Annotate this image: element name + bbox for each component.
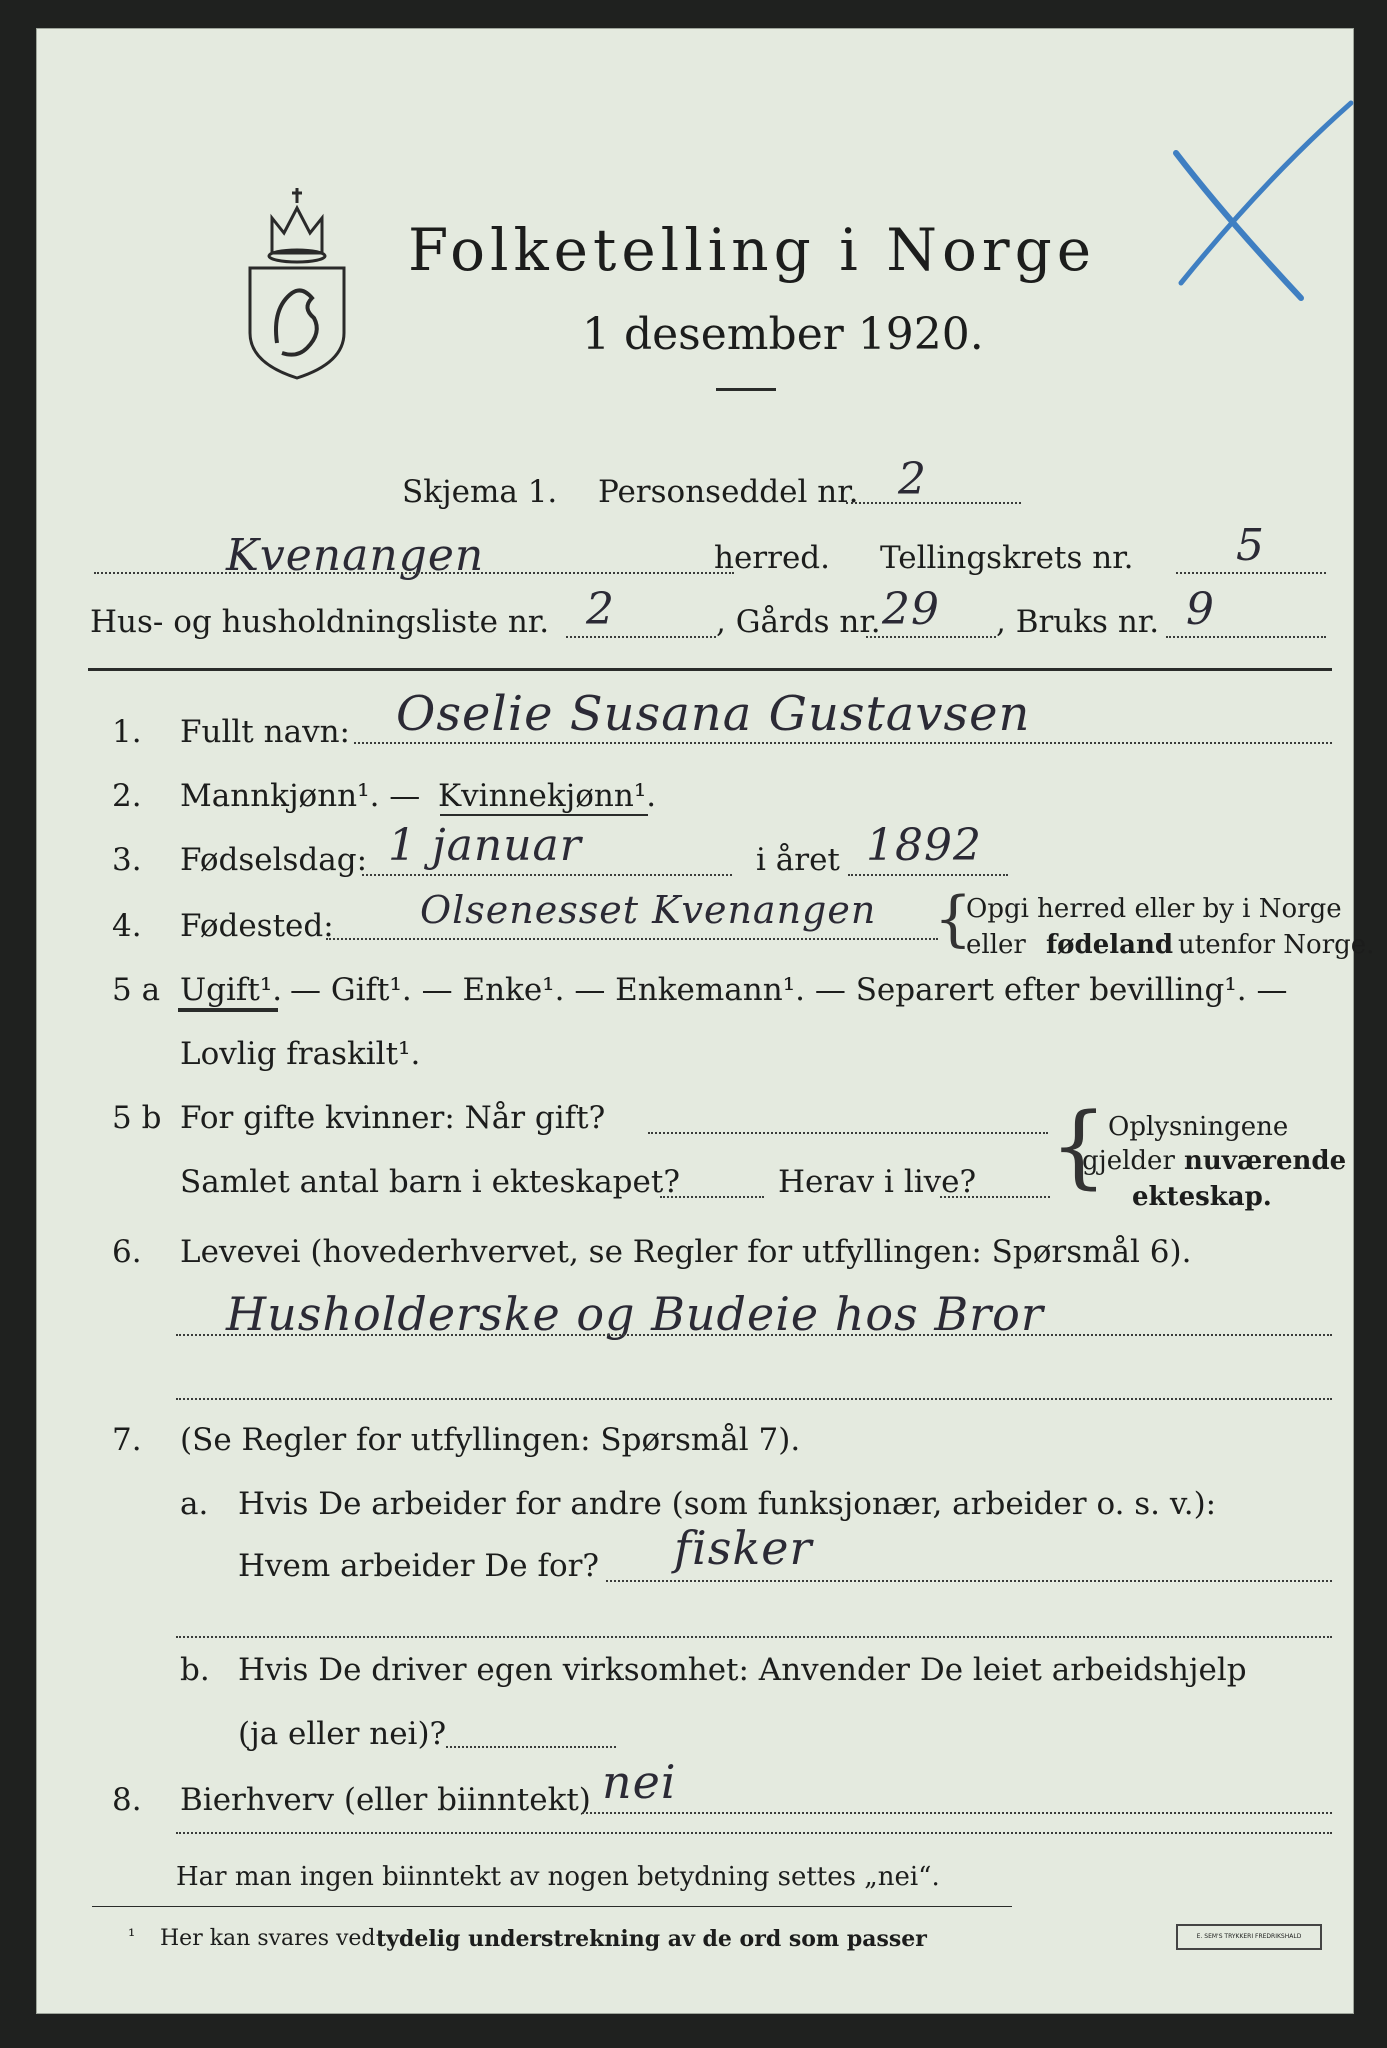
q6-answer: Husholderske og Budeie hos Bror xyxy=(226,1287,1044,1341)
q2-number: 2. xyxy=(112,778,142,814)
personseddel-line xyxy=(846,502,1021,504)
census-date: 1 desember 1920. xyxy=(582,309,984,360)
q5b-alive-line xyxy=(940,1196,1050,1198)
q1-answer: Oselie Susana Gustavsen xyxy=(396,686,1031,742)
q5a-number: 5 a xyxy=(112,972,161,1008)
q4-number: 4. xyxy=(112,908,142,944)
herred-label: herred. xyxy=(714,540,830,576)
tellingskrets-label: Tellingskrets nr. xyxy=(880,540,1134,576)
tellingskrets-line xyxy=(1176,572,1326,574)
q5a-options: — Gift¹. — Enke¹. — Enkemann¹. — Separert efter bevilling¹. — xyxy=(290,972,1288,1008)
hus-value: 2 xyxy=(586,584,615,635)
q5b-brace: { xyxy=(1050,1094,1108,1199)
q7b-letter: b. xyxy=(180,1652,210,1688)
q4-brace: { xyxy=(934,884,973,954)
q3-day-line xyxy=(362,874,732,876)
footnote-rule xyxy=(92,1906,1012,1907)
q7a-answer: fisker xyxy=(674,1521,813,1575)
skjema-label: Skjema 1. xyxy=(402,474,558,510)
bruks-value: 9 xyxy=(1186,584,1215,635)
herred-line xyxy=(94,572,734,574)
bruks-label: , Bruks nr. xyxy=(996,604,1160,640)
gards-label: , Gårds nr. xyxy=(716,604,881,640)
footnote-text-a: Her kan svares ved xyxy=(160,1926,376,1951)
q4-line xyxy=(326,938,938,940)
q1-line xyxy=(354,742,1332,744)
tellingskrets-value: 5 xyxy=(1236,520,1265,571)
q5b-note2a: gjelder xyxy=(1082,1146,1175,1176)
gards-value: 29 xyxy=(882,584,940,635)
q5b-note3: ekteskap. xyxy=(1132,1182,1272,1212)
q5a-underline xyxy=(178,1008,278,1012)
q7a-extra-line xyxy=(176,1636,1332,1638)
q7a-line xyxy=(606,1580,1332,1582)
q8-label: Bierhverv (eller biinntekt) xyxy=(180,1782,591,1818)
q5b-children-label: Samlet antal barn i ekteskapet? xyxy=(180,1164,680,1200)
q8-number: 8. xyxy=(112,1782,142,1818)
q7a-line2: Hvem arbeider De for? xyxy=(238,1548,600,1584)
gards-line xyxy=(866,636,996,638)
q3-number: 3. xyxy=(112,842,142,878)
q2-male: Mannkjønn¹. — xyxy=(180,778,421,814)
census-form xyxy=(36,28,1375,2014)
q6-label: Levevei (hovederhvervet, se Regler for utfyllingen: Spørsmål 6). xyxy=(180,1234,1192,1270)
printer-stamp-text: E. SEM'S TRYKKERI FREDRIKSHALD xyxy=(1196,1933,1302,1940)
q4-note-line2-c: utenfor Norge. xyxy=(1178,930,1375,960)
q8-line xyxy=(582,1812,1332,1814)
header-divider xyxy=(88,668,1332,671)
q6-number: 6. xyxy=(112,1234,142,1270)
footer-note: Har man ingen biinntekt av nogen betydning settes „nei“. xyxy=(176,1862,940,1892)
title-rule xyxy=(716,388,776,391)
q2-underline xyxy=(440,814,648,816)
q5b-children-line xyxy=(660,1196,764,1198)
q5b-married-line xyxy=(648,1132,1048,1134)
q3-year-label: i året xyxy=(756,842,840,878)
q4-answer: Olsenesset Kvenangen xyxy=(420,888,877,932)
q7a-letter: a. xyxy=(180,1486,209,1522)
q8-answer: nei xyxy=(602,1755,677,1809)
q4-note-line2-b: fødeland xyxy=(1046,930,1174,960)
bruks-line xyxy=(1166,636,1326,638)
blue-cross-mark-icon xyxy=(1156,68,1356,308)
q5a-ugift: Ugift¹. xyxy=(180,972,283,1008)
q7-number: 7. xyxy=(112,1422,142,1458)
footnote-mark: ¹ xyxy=(128,1926,136,1947)
form-title: Folketelling i Norge xyxy=(408,216,1097,284)
q8-extra-line xyxy=(176,1832,1332,1834)
personseddel-value: 2 xyxy=(898,454,927,505)
q3-year-answer: 1892 xyxy=(866,820,982,871)
q5a-line2: Lovlig fraskilt¹. xyxy=(180,1036,421,1072)
q7b-line2: (ja eller nei)? xyxy=(238,1716,447,1752)
q4-note-line1: Opgi herred eller by i Norge xyxy=(966,894,1342,924)
hus-line xyxy=(566,636,716,638)
q7b-line1: Hvis De driver egen virksomhet: Anvender De leiet arbeidshjelp xyxy=(238,1652,1247,1688)
q6-line1 xyxy=(176,1334,1332,1336)
norway-coat-of-arms-icon xyxy=(242,158,352,383)
herred-value: Kvenangen xyxy=(226,530,485,581)
q3-label: Fødselsdag: xyxy=(180,842,368,878)
q3-year-line xyxy=(848,874,1008,876)
q6-line2 xyxy=(176,1398,1332,1400)
q3-day-answer: 1 januar xyxy=(388,820,582,871)
hus-label: Hus- og husholdningsliste nr. xyxy=(90,604,550,640)
q4-label: Fødested: xyxy=(180,908,334,944)
q4-note-line2-a: eller xyxy=(966,930,1026,960)
q5b-line1: For gifte kvinner: Når gift? xyxy=(180,1100,606,1136)
q5b-note1: Oplysningene xyxy=(1108,1112,1289,1142)
q2-female: Kvinnekjønn¹. xyxy=(438,778,657,814)
q7-label: (Se Regler for utfyllingen: Spørsmål 7). xyxy=(180,1422,801,1458)
q7a-line1: Hvis De arbeider for andre (som funksjonær, arbeider o. s. v.): xyxy=(238,1486,1217,1522)
q1-label: Fullt navn: xyxy=(180,714,350,750)
q7b-line xyxy=(446,1746,616,1748)
q5b-alive-label: Herav i live? xyxy=(778,1164,977,1200)
q5b-number: 5 b xyxy=(112,1100,162,1136)
footnote-text-b: tydelig understrekning av de ord som passer xyxy=(376,1926,927,1952)
q1-number: 1. xyxy=(112,714,142,750)
q5b-note2b: nuværende xyxy=(1184,1146,1347,1176)
printer-stamp xyxy=(1176,1924,1322,1950)
personseddel-label: Personseddel nr. xyxy=(598,474,859,510)
